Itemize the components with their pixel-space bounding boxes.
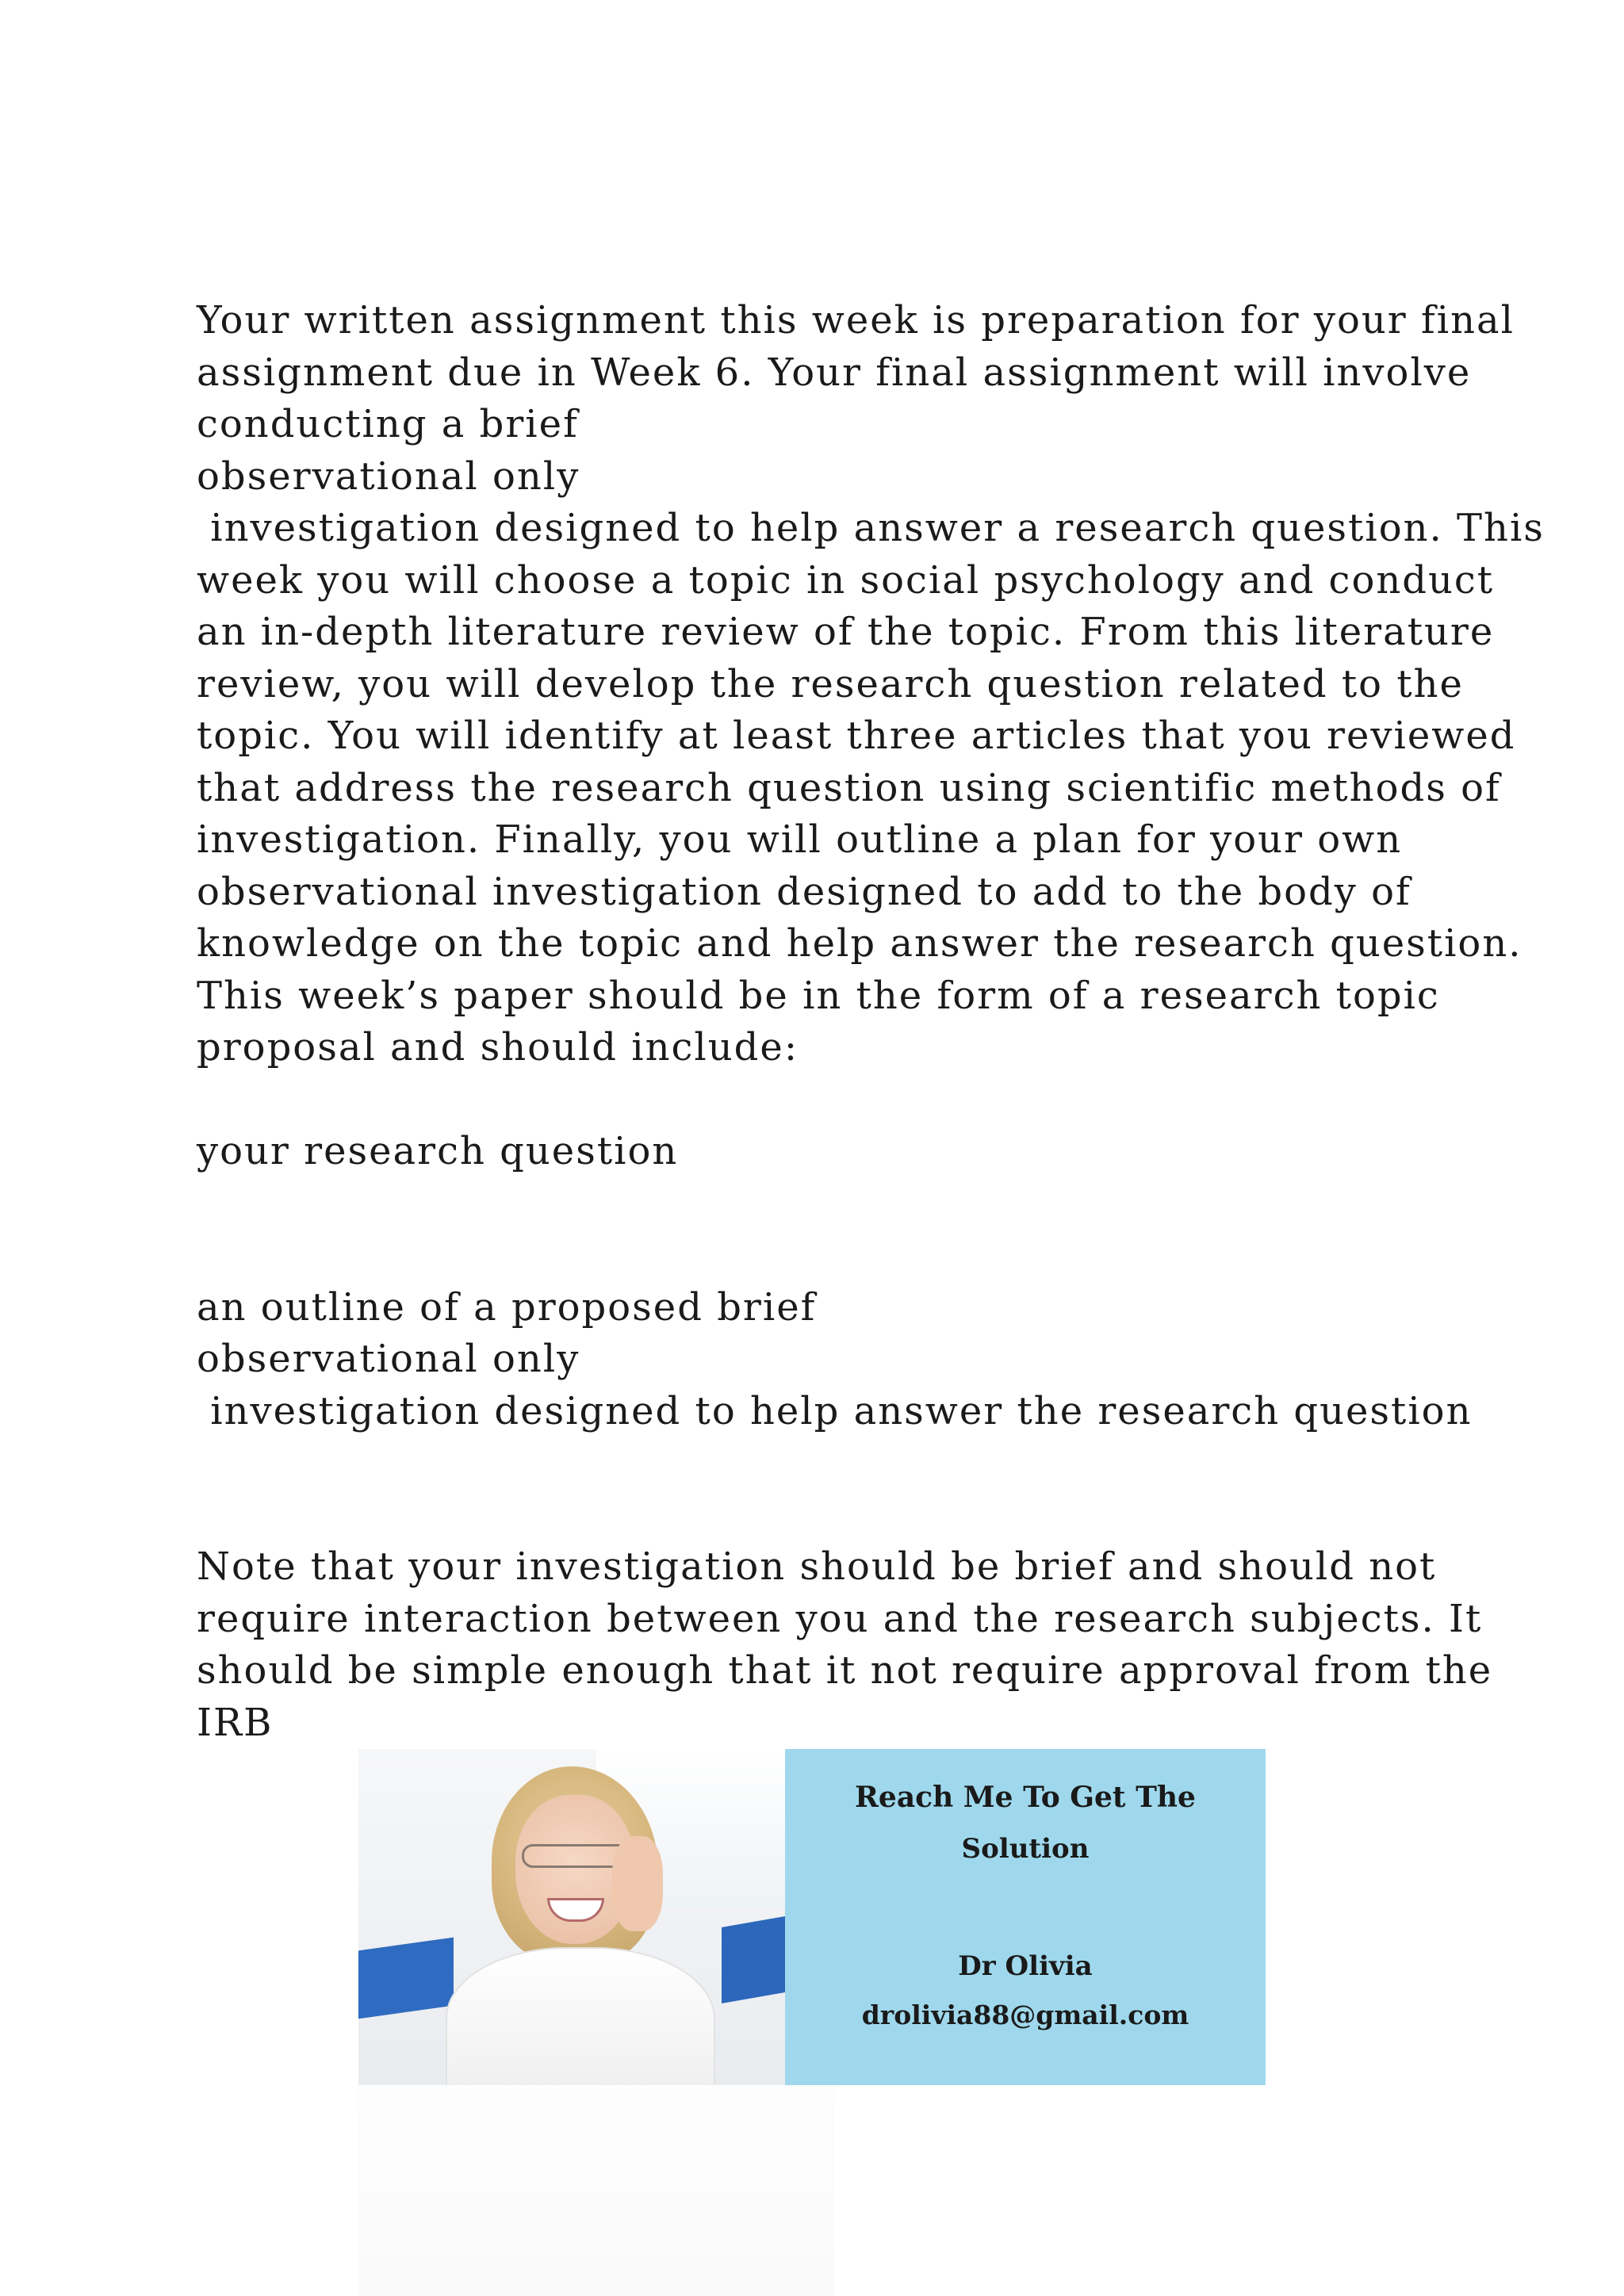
paragraph-line: week you will choose a topic in social psychology and conduct — [197, 557, 1495, 603]
paragraph-line: that address the research question using scientific methods of — [197, 765, 1501, 810]
photo-blue-shape — [722, 1916, 785, 2003]
banner-heading: Solution — [961, 1833, 1090, 1865]
spacer — [197, 1074, 1497, 1127]
contact-banner — [358, 1749, 1266, 2085]
paragraph-line: proposal and should include: — [197, 1025, 799, 1070]
note-line: Note that your investigation should be brief and should not — [197, 1544, 1437, 1589]
assignment-text — [197, 295, 1545, 1749]
woman-photo — [358, 1749, 785, 2085]
note-line: should be simple enough that it not require approval from the — [197, 1648, 1493, 1693]
person-body — [446, 1947, 715, 2085]
paragraph-line: investigation. Finally, you will outline a plan for your own — [197, 817, 1403, 862]
note-line: require interaction between you and the research subjects. It — [197, 1596, 1483, 1641]
list-item-outline-line: investigation designed to help answer the research question — [197, 1388, 1473, 1433]
photo-blue-shape — [358, 1938, 454, 2019]
banner-heading: Reach Me To Get The — [855, 1781, 1196, 1814]
paragraph-line: This week’s paper should be in the form of a research topic — [197, 973, 1440, 1018]
faint-shadow — [358, 2085, 834, 2296]
paragraph-line: review, you will develop the research question related to the — [197, 661, 1464, 706]
list-item-outline-line: an outline of a proposed brief — [197, 1284, 817, 1330]
paragraph-line: investigation designed to help answer a research question. This — [197, 506, 1545, 550]
person-hand — [612, 1836, 663, 1931]
list-item-outline-line: observational only — [197, 1337, 580, 1381]
list-item-research-question: your research question — [197, 1129, 679, 1173]
paragraph-line: knowledge on the topic and help answer the research question. — [197, 921, 1522, 966]
contact-name: Dr Olivia — [958, 1950, 1093, 1982]
contact-email: drolivia88@gmail.com — [861, 1999, 1189, 2030]
paragraph-line: assignment due in Week 6. Your final assignment will involve — [197, 350, 1472, 395]
spacer — [197, 1437, 1497, 1541]
paragraph-line: observational only — [197, 453, 580, 499]
note-line: IRB — [197, 1700, 274, 1745]
contact-info-panel — [785, 1749, 1266, 2085]
paragraph-line: topic. You will identify at least three articles that you reviewed — [197, 714, 1516, 758]
paragraph-line: Your written assignment this week is preparation for your final — [197, 298, 1515, 342]
paragraph-line: conducting a brief — [197, 402, 579, 446]
paragraph-line: an in-depth literature review of the topic. From this literature — [197, 610, 1495, 654]
paragraph-line: observational investigation designed to add to the body of — [197, 869, 1411, 914]
spacer — [197, 1178, 1497, 1282]
